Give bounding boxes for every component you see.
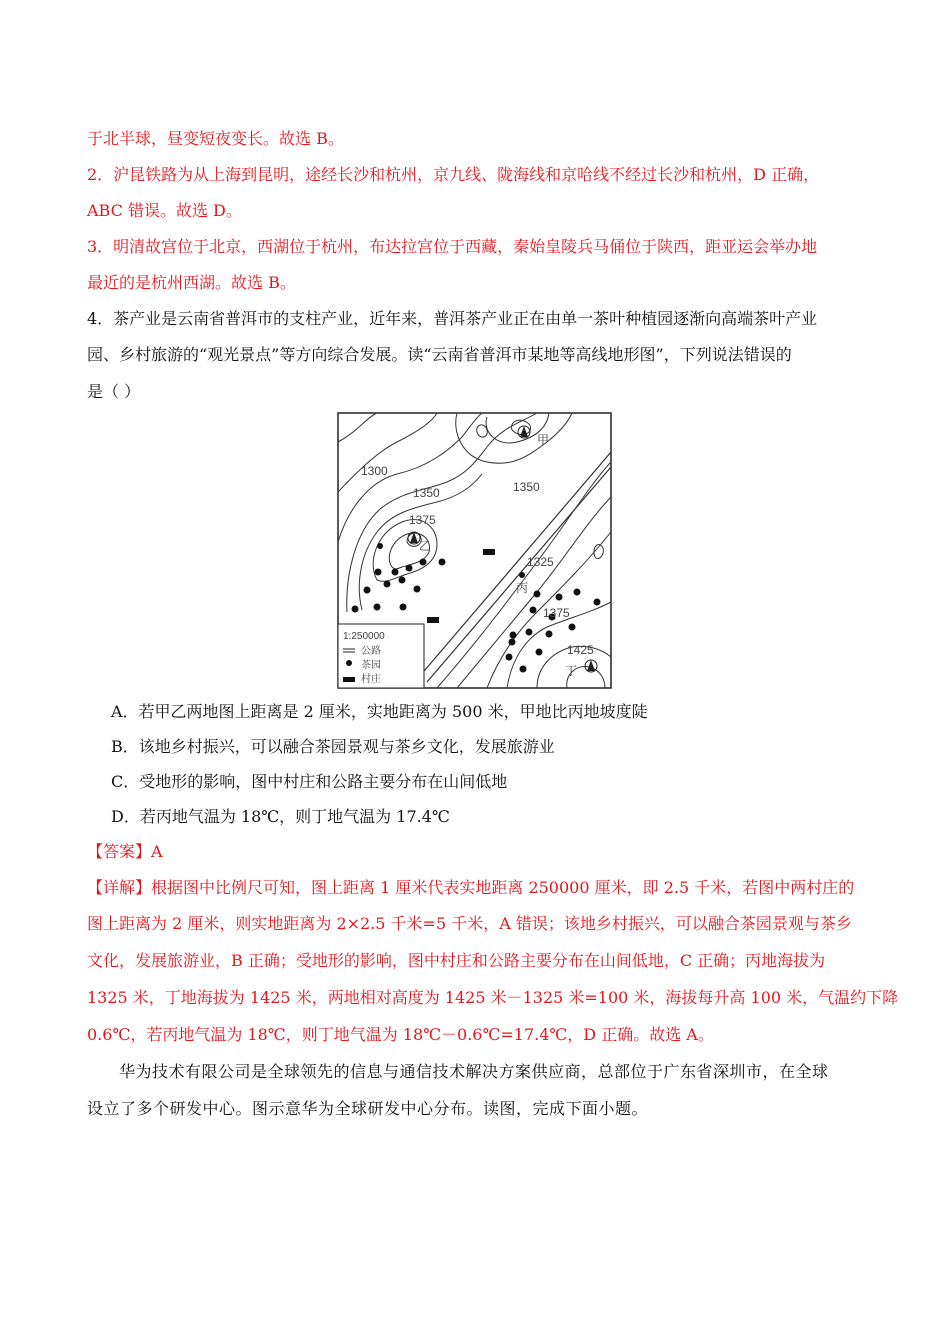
question-line-1: 4．茶产业是云南省普洱市的支柱产业，近年来，普洱茶产业正在由单一茶叶种植园逐渐向高端茶叶产业 (87, 309, 818, 328)
intro-line-1: 华为技术有限公司是全球领先的信息与通信技术解决方案供应商，总部位于广东省深圳市，在全球 (119, 1062, 829, 1081)
contour-label-1325: 1325 (527, 555, 554, 569)
explanation-line-2: 图上距离为 2 厘米，则实地距离为 2×2.5 千米=5 千米，A 错误；该地乡村振兴，可以融合茶园景观与茶乡 (87, 914, 852, 933)
contour-map (337, 412, 612, 689)
answer-line-4: 3．明清故宫位于北京，西湖位于杭州，布达拉宫位于西藏，秦始皇陵兵马俑位于陕西，距亚运会举办地 (87, 237, 818, 256)
option-b: B．该地乡村振兴，可以融合茶园景观与茶乡文化，发展旅游业 (111, 737, 555, 756)
option-d: D．若丙地气温为 18℃，则丁地气温为 17.4℃ (111, 807, 450, 826)
option-a: A．若甲乙两地图上距离是 2 厘米，实地距离为 500 米，甲地比丙地坡度陡 (111, 702, 648, 721)
legend-village: 村庄 (361, 674, 381, 685)
answer-line-2: 2．沪昆铁路为从上海到昆明，途经长沙和杭州，京九线、陇海线和京哈线不经过长沙和杭州，D 正确， (87, 165, 820, 184)
contour-label-1375-right: 1375 (543, 606, 570, 620)
answer-label: 【答案】A (87, 842, 163, 861)
explanation-line-1: 【详解】根据图中比例尺可知，图上距离 1 厘米代表实地距离 250000 厘米，即 2.5 千米，若图中两村庄的 (87, 878, 855, 897)
question-line-3: 是（ ） (87, 382, 141, 401)
answer-line-3: ABC 错误。故选 D。 (87, 201, 242, 220)
legend-road: 公路 (361, 646, 381, 657)
option-c: C．受地形的影响，图中村庄和公路主要分布在山间低地 (111, 772, 508, 791)
contour-label-1350-right: 1350 (513, 480, 540, 494)
place-jia: 甲 (537, 433, 550, 447)
contour-label-1425: 1425 (567, 643, 594, 657)
explanation-line-5: 0.6℃，若丙地气温为 18℃，则丁地气温为 18℃－0.6℃=17.4℃，D 正确。故选 A。 (87, 1025, 714, 1044)
place-yi: 乙 (419, 539, 432, 553)
contour-label-1350-left: 1350 (413, 486, 440, 500)
contour-label-1375-left: 1375 (409, 513, 436, 527)
legend-scale: 1:250000 (343, 631, 385, 642)
map-legend (338, 624, 424, 688)
contour-label-1300: 1300 (361, 464, 388, 478)
place-ding: 丁 (565, 664, 578, 678)
question-line-2: 园、乡村旅游的“观光景点”等方向综合发展。读“云南省普洱市某地等高线地形图”，下列说法错误的 (87, 345, 792, 364)
legend-tea: 茶园 (361, 660, 381, 671)
explanation-line-4: 1325 米，丁地海拔为 1425 米，两地相对高度为 1425 米－1325 米=100 米，海拔每升高 100 米，气温约下降 (87, 988, 899, 1007)
answer-line-1: 于北半球，昼变短夜变长。故选 B。 (87, 129, 344, 148)
answer-line-5: 最近的是杭州西湖。故选 B。 (87, 273, 296, 292)
intro-line-2: 设立了多个研发中心。图示意华为全球研发中心分布。读图，完成下面小题。 (87, 1099, 649, 1118)
explanation-line-3: 文化，发展旅游业，B 正确；受地形的影响，图中村庄和公路主要分布在山间低地，C 正确；丙地海拔为 (87, 951, 826, 970)
place-bing: 丙 (516, 581, 529, 595)
